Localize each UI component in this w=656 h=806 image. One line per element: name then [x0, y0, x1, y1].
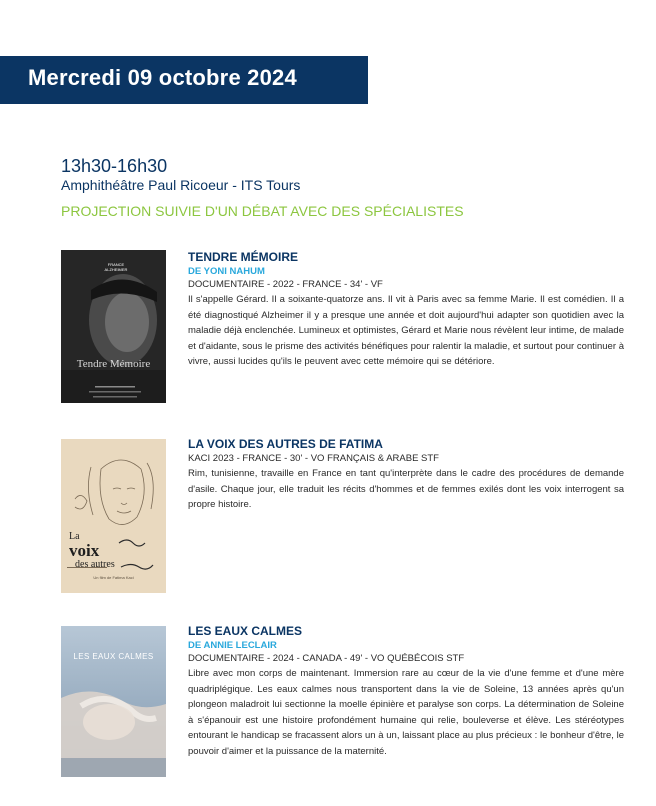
film-meta: DOCUMENTAIRE - 2024 - CANADA - 49' - VO QUÉBÉCOIS STF [188, 653, 465, 664]
film-director: DE YONI NAHUM [188, 266, 265, 277]
poster-title: Tendre Mémoire [76, 358, 151, 370]
film-title: LES EAUX CALMES [188, 624, 303, 638]
film-description: Il s'appelle Gérard. Il a soixante-quatorze ans. Il vit à Paris avec sa femme Marie. Il est comédien. Il a été diagnostiqué Alzheimer il y a presque une année et doit aujourd'hui adapter son quotidien avec la maladie déjà enclenchée. Lumineux et optimistes, Gérard et Marie nous révèlent leur intime, de malade et d'aidante, sous le prisme des activités bénéfiques pour ralentir la maladie, et surtout pour continuer à vivre, aussi lucides qu'ils le peuvent avec cette mémoire qui se détériore. [188, 294, 624, 367]
film-description: Rim, tunisienne, travaille en France en tant qu'interprète dans le cadre des procédures de demande d'asile. Chaque jour, elle traduit les récits d'hommes et de femmes exilés dont les voix interrogent sa propre histoire. [188, 468, 624, 510]
poster-image [61, 250, 166, 403]
poster-la-voix-des-autres [61, 439, 166, 593]
film-meta: DOCUMENTAIRE - 2022 - FRANCE - 34' - VF [188, 279, 383, 290]
film-info-les-eaux-calmes [188, 624, 624, 759]
film-info-tendre-memoire [188, 250, 624, 370]
session-subtitle: PROJECTION SUIVIE D'UN DÉBAT AVEC DES SPÉCIALISTES [61, 203, 464, 219]
film-description: Libre avec mon corps de maintenant. Immersion rare au cœur de la vie d'une femme et d'une mère quadriplégique. Les eaux calmes nous transportent dans la vie de Soleine, 13 années après qu'un plongeon maladroit lui sectionne la moelle épinière et paralyse son corps. La détermination de Soleine à s'épanouir est une histoire profondément humaine qui relie, bouleverse et élève. Les stéréotypes entourant le handicap se fracassent alors un à un, laissant place au plus précieux : le bonheur d'être, le pouvoir d'aimer et la puissance de la maternité. [188, 668, 624, 757]
poster-image [61, 626, 166, 777]
poster-credit: Un film de Fatima Kaci [93, 575, 134, 580]
film-meta: KACI 2023 - FRANCE - 30' - VO FRANÇAIS & ARABE STF [188, 453, 439, 464]
poster-title-line1: La [69, 531, 80, 542]
date-banner [0, 56, 368, 104]
film-director: DE ANNIE LECLAIR [188, 640, 277, 651]
poster-title-line3: des autres [75, 559, 115, 570]
film-info-la-voix-des-autres [188, 437, 624, 513]
session-time: 13h30-16h30 [61, 156, 168, 176]
poster-top-text: FRANCE ALZHEIMER [104, 262, 128, 272]
poster-title: LES EAUX CALMES [73, 652, 154, 661]
poster-les-eaux-calmes [61, 626, 166, 777]
session-venue: Amphithéâtre Paul Ricoeur - ITS Tours [61, 177, 301, 193]
date-heading: Mercredi 09 octobre 2024 [28, 65, 297, 90]
film-title: TENDRE MÉMOIRE [188, 250, 299, 264]
poster-tendre-memoire [61, 250, 166, 403]
poster-title-line2: voix [69, 541, 100, 560]
film-title: LA VOIX DES AUTRES DE FATIMA [188, 437, 383, 451]
